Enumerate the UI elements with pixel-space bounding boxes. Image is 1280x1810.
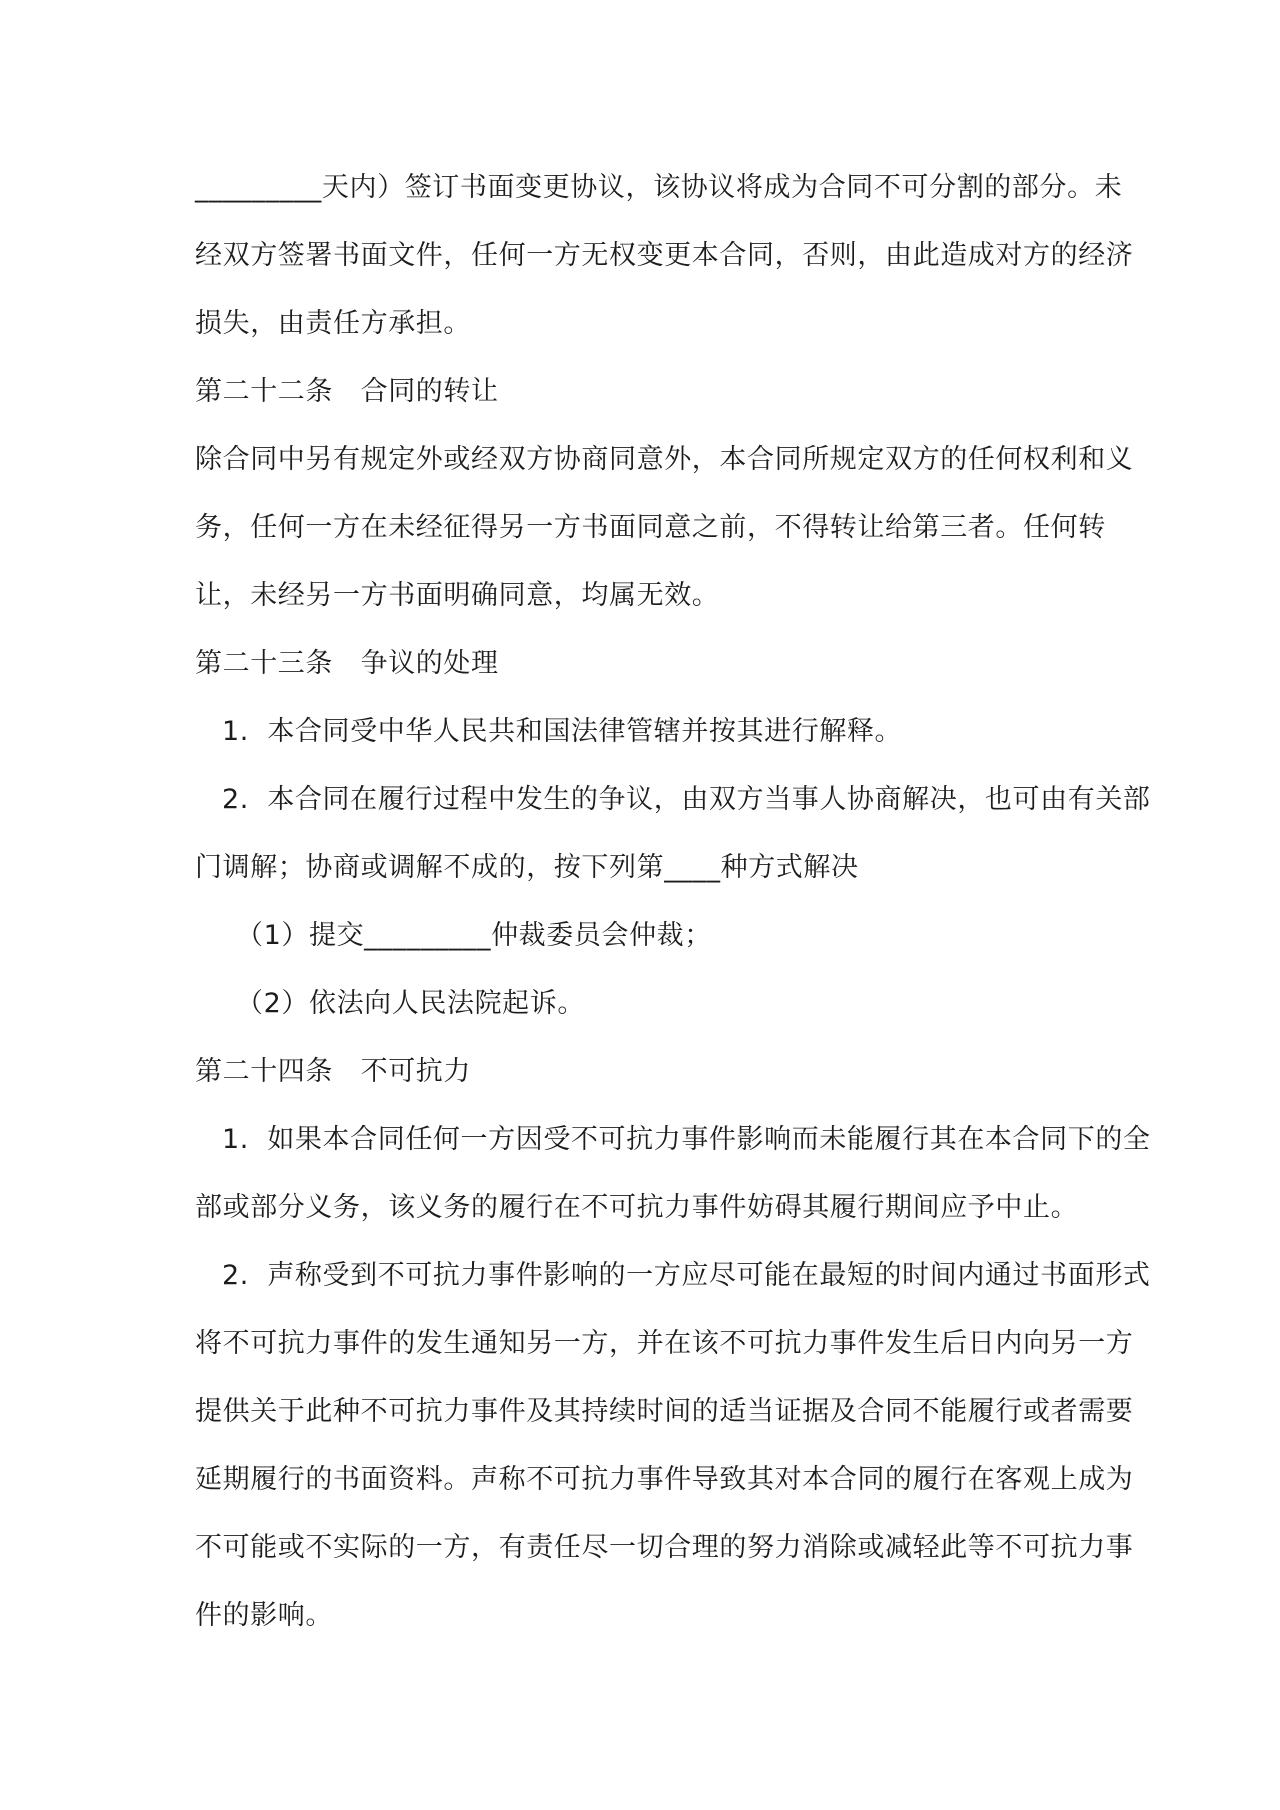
sub-clause: （2）依法向人民法院起诉。 [236,988,585,1019]
body-text-line: 件的影响。 [195,1600,333,1631]
numbered-clause: 2. 本合同在履行过程中发生的争议，由双方当事人协商解决，也可由有关部 [222,784,1151,815]
numbered-clause: 2. 声称受到不可抗力事件影响的一方应尽可能在最短的时间内通过书面形式 [222,1260,1151,1291]
numbered-clause: 1. 如果本合同任何一方因受不可抗力事件影响而未能履行其在本合同下的全 [222,1124,1151,1155]
body-text-line: 不可能或不实际的一方，有责任尽一切合理的努力消除或减轻此等不可抗力事 [195,1532,1134,1563]
numbered-clause: 1. 本合同受中华人民共和国法律管辖并按其进行解释。 [222,716,903,747]
body-text-line: 提供关于此种不可抗力事件及其持续时间的适当证据及合同不能履行或者需要 [195,1396,1134,1427]
body-text-line: 部或部分义务，该义务的履行在不可抗力事件妨碍其履行期间应予中止。 [195,1192,1079,1223]
article-heading: 第二十三条 争议的处理 [195,648,499,679]
body-text-line: _________天内）签订书面变更协议，该协议将成为合同不可分割的部分。未 [195,172,1123,203]
body-text-line: 将不可抗力事件的发生通知另一方，并在该不可抗力事件发生后日内向另一方 [195,1328,1134,1359]
body-text-line: 务，任何一方在未经征得另一方书面同意之前，不得转让给第三者。任何转 [195,512,1106,543]
body-text-line: 损失，由责任方承担。 [195,308,471,339]
sub-clause: （1）提交_________仲裁委员会仲裁； [236,920,712,951]
body-text-line: 除合同中另有规定外或经双方协商同意外，本合同所规定双方的任何权利和义 [195,444,1134,475]
body-text-line: 门调解；协商或调解不成的，按下列第____种方式解决 [195,852,859,883]
article-heading: 第二十二条 合同的转让 [195,376,499,407]
article-heading: 第二十四条 不可抗力 [195,1056,471,1087]
body-text-line: 延期履行的书面资料。声称不可抗力事件导致其对本合同的履行在客观上成为 [195,1464,1134,1495]
body-text-line: 让，未经另一方书面明确同意，均属无效。 [195,580,720,611]
body-text-line: 经双方签署书面文件，任何一方无权变更本合同，否则，由此造成对方的经济 [195,240,1134,271]
